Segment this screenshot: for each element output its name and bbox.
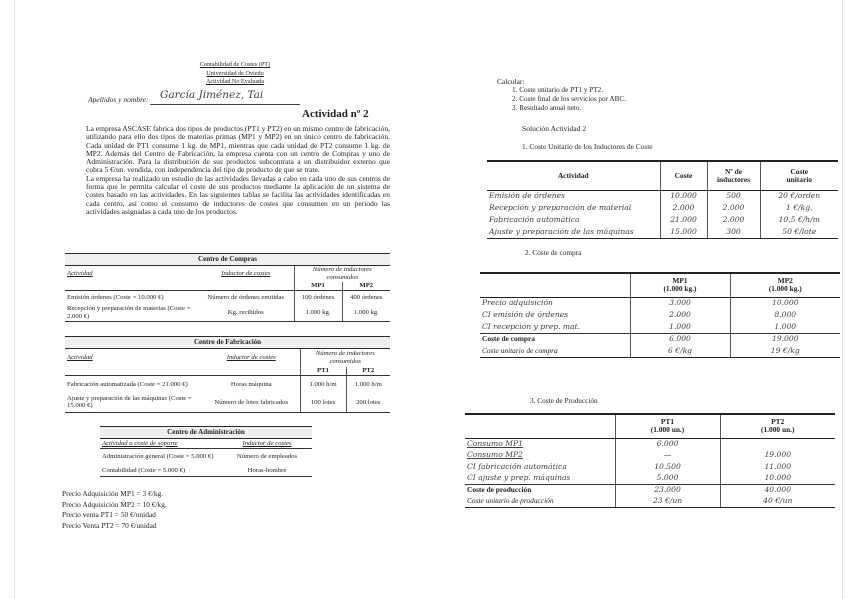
cell-value: 10.000 <box>720 473 835 485</box>
coste-produccion-table <box>465 413 835 508</box>
table-row <box>465 473 835 485</box>
table-title-row <box>65 254 390 266</box>
col-header-inductor: Inductor de costes <box>221 270 271 278</box>
table-row <box>465 484 835 496</box>
col-header-name: MP2 <box>777 276 793 286</box>
cell-value: 10.000 <box>730 297 840 309</box>
col-header-numero: Número de inductores consumidos <box>300 349 390 367</box>
section-heading: 2. Coste de compra <box>525 248 582 257</box>
cell-value: 19.000 <box>730 333 840 345</box>
table-row <box>480 309 840 321</box>
cell-inductor: Horas-hombre <box>222 465 312 477</box>
cell-num: 300 <box>707 226 760 238</box>
table-row <box>487 190 838 202</box>
cell-value: 3.000 <box>630 297 730 309</box>
table-title: Centro de Administración <box>100 427 312 439</box>
cell-actividad: Emisión órdenes (Coste = 10.000 €) <box>67 294 164 302</box>
col-header-pt2: PT2 <box>346 367 390 376</box>
cell-value: 200 lotes <box>346 393 390 413</box>
table-row <box>487 226 838 238</box>
table-row <box>65 393 390 413</box>
table-row <box>465 438 835 450</box>
table-row <box>65 376 390 393</box>
col-header-name: PT1 <box>660 417 675 427</box>
inductores-table <box>487 160 838 239</box>
cell-label: Coste de compra <box>482 334 535 344</box>
col-header-name: MP1 <box>672 276 688 286</box>
col-header-pt1: PT1 <box>300 367 346 376</box>
cell-value: 400 órdenes <box>342 291 390 305</box>
table-row <box>487 214 838 226</box>
activity-title: Actividad nº 2 <box>302 108 369 120</box>
table-row <box>480 333 840 345</box>
col-header-pt1 <box>615 414 720 438</box>
price-line: Precio Adquisición MP1 = 3 €/kg. <box>62 489 164 498</box>
cell-inductor: Número de empleados <box>236 453 298 461</box>
cell-actividad: Administración general (Coste = 5.000 €) <box>102 453 214 461</box>
cell-num: 500 <box>707 190 760 202</box>
calcular-list <box>512 86 626 113</box>
student-name: García Jiménez, Tai <box>160 89 264 101</box>
cell-value: 100 órdenes <box>294 291 342 305</box>
empty-cell <box>203 367 300 376</box>
cell-unit: 1 €/kg. <box>760 202 838 214</box>
table-title: Centro de Fabricación <box>65 337 390 349</box>
cell-value: 1.000 h/m <box>346 376 390 393</box>
cell-label: Coste unitario de compra <box>480 345 630 357</box>
cell-inductor: Kg. recibidos <box>198 305 294 322</box>
table-subheader-row <box>65 282 390 291</box>
cell-value: 11.000 <box>720 461 835 473</box>
cell-value: 10.500 <box>615 461 720 473</box>
solution-title: Solución Actividad 2 <box>522 124 587 133</box>
fabricacion-table <box>65 336 390 413</box>
cell-value <box>720 438 835 450</box>
col-header-quantity: (1.000 un.) <box>650 425 685 435</box>
calcular-label: Calcular: <box>497 77 525 86</box>
empty-cell <box>65 282 198 291</box>
price-line: Precio Venta PT2 = 70 €/unidad <box>62 520 157 530</box>
cell-coste: 10.000 <box>660 190 707 202</box>
statement-paragraph: La empresa ha realizado un estudio de las actividades llevadas a cabo en cada uno de sus centros de forma que le permita calcular el coste de sus productos mediante la aplicación de un sistema de costes basado en las actividades. En las siguientes tablas se facilita las actividades identificadas en cada centro, así como el consumo de inductores de costes que consumen en un periodo las actividades asignadas a cada uno de los productos. <box>86 173 390 216</box>
empty-cell <box>198 282 294 291</box>
table-row <box>465 496 835 508</box>
cell-value: 19 €/kg <box>730 345 840 357</box>
cell-unit: 10,5 €/h/m <box>760 214 838 226</box>
cell-inductor: Horas máquina <box>230 380 272 388</box>
table-header-row <box>465 414 835 438</box>
cell-value: 40 €/un <box>720 496 835 508</box>
table-header-row <box>65 349 390 367</box>
cell-label: CI ajuste y prep. máquinas <box>465 473 615 485</box>
page-edge-left <box>14 0 15 599</box>
col-header-inductor: Inductor de costes <box>222 439 312 449</box>
cell-value: 19.000 <box>720 450 835 462</box>
cell-actividad: Fabricación automática <box>489 215 580 224</box>
cell-value: 6.000 <box>630 333 730 345</box>
cell-value: 23.000 <box>615 484 720 496</box>
calcular-item: 2. Coste final de los servicios por ABC. <box>512 95 626 103</box>
cell-label: Consumo MP1 <box>467 439 523 448</box>
price-list <box>62 489 167 531</box>
cell-actividad: Emisión de órdenes <box>489 191 565 201</box>
col-header-pt2 <box>720 414 835 438</box>
col-header-numero: Número de inductores consumidos <box>294 266 390 282</box>
cell-label: Coste unitario de producción <box>465 496 615 508</box>
table-row <box>465 450 835 462</box>
table-header-row <box>65 266 390 282</box>
empty-cell <box>480 273 630 297</box>
course-header-line: Universidad de Oviedo <box>206 69 264 77</box>
cell-value: 1.000 <box>630 321 730 333</box>
col-header-mp2: MP2 <box>342 282 390 291</box>
coste-compra-table <box>480 272 840 358</box>
cell-actividad: Recepción y preparación de material <box>489 203 632 212</box>
cell-value: 6.000 <box>615 438 720 450</box>
cell-actividad: Ajuste y preparación de las máquinas (Coste = 15.000 €) <box>65 393 203 413</box>
statement-text <box>86 125 390 216</box>
cell-unit: 20 €/orden <box>760 190 838 202</box>
col-header-num-inductores: Nº de inductores <box>707 161 760 190</box>
cell-label: CI emisión de órdenes <box>482 310 569 319</box>
compras-table <box>65 253 390 322</box>
cell-actividad: Ajuste y preparación de las máquinas <box>487 226 660 238</box>
table-header-row <box>480 273 840 297</box>
cell-coste: 15.000 <box>660 226 707 238</box>
col-header-actividad: Actividad <box>487 161 660 190</box>
cell-label: CI recepción y prep. mat. <box>480 321 630 333</box>
table-title-row <box>65 337 390 349</box>
table-row <box>480 297 840 309</box>
col-header-inductor: Inductor de costes <box>226 354 276 362</box>
table-row <box>487 202 838 214</box>
table-row <box>480 345 840 357</box>
cell-coste: 21.000 <box>660 214 707 226</box>
cell-actividad: Recepción y preparación de materias (Coste = 2.000 €) <box>65 305 198 322</box>
table-title: Centro de Compras <box>65 254 390 266</box>
table-row <box>480 321 840 333</box>
col-header-mp1 <box>630 273 730 297</box>
cell-coste: 2.000 <box>660 202 707 214</box>
cell-label: CI fabricación automática <box>467 461 567 471</box>
cell-value: 1.000 h/m <box>300 376 346 393</box>
course-header-line: Contabilidad de Costes (PT) <box>199 61 271 68</box>
cell-inductor: Número de órdenes emitidas <box>207 294 285 302</box>
col-header-coste-unitario: Coste unitario <box>760 161 838 190</box>
cell-value: 5.000 <box>615 473 720 485</box>
calcular-item: 3. Resultado anual neto. <box>512 104 582 112</box>
col-header-actividad: Actividad <box>67 354 93 362</box>
cell-value: 1.000 kg. <box>294 305 342 322</box>
col-header-coste: Coste <box>660 161 707 190</box>
table-subheader-row <box>65 367 390 376</box>
cell-num: 2.000 <box>707 202 760 214</box>
cell-actividad: Contabilidad (Coste = 5.000 €) <box>100 465 222 477</box>
name-label: Apellidos y nombre: <box>88 95 149 104</box>
administracion-table <box>100 426 312 477</box>
cell-unit: 50 €/lote <box>760 226 838 238</box>
col-header-actividad: Actividad o coste de soporte <box>100 439 222 449</box>
cell-label: Coste de producción <box>467 485 532 494</box>
cell-inductor: Número de lotes fabricados <box>203 393 300 413</box>
cell-value: 6 €/kg <box>630 345 730 357</box>
col-header-actividad: Actividad <box>67 270 93 278</box>
table-title-row <box>100 427 312 439</box>
statement-paragraph: La empresa ASCASE fabrica dos tipos de productos (PT1 y PT2) en un mismo centro de fabricación, utilizando para ello dos tipos de materias primas (MP1 y MP2) en un único centro de fabricación. Cada unidad de PT1 consume 1 kg. de MP1, mientras que cada unidad de PT2 consume 1 kg. de MP2. Además del Centro de Fabricación, la empresa cuenta con un centro de Compras y uno de Administración. Para la distribución de sus productos subcontrata a un distribuidor externo que cobra 5 €/un. vendida, con independencia del tipo de producto de que se trate. <box>86 124 390 175</box>
cell-value: — <box>615 450 720 462</box>
table-row <box>100 465 312 477</box>
col-header-quantity: (1.000 kg.) <box>768 284 802 294</box>
table-header-row <box>487 161 838 190</box>
empty-cell <box>65 367 203 376</box>
col-header-quantity: (1.000 kg.) <box>663 284 697 294</box>
section-heading: 1. Coste Unitario de los Inductores de Coste <box>522 142 653 151</box>
empty-cell <box>465 414 615 438</box>
price-line: Precio venta PT1 = 50 €/unidad <box>62 510 156 519</box>
col-header-quantity: (1.000 un.) <box>761 425 795 435</box>
table-header-row <box>100 439 312 449</box>
table-row <box>465 461 835 473</box>
cell-value: 23 €/un <box>615 496 720 508</box>
price-line: Precio Adquisición MP2 = 10 €/kg. <box>62 499 167 509</box>
course-header-line: Actividad No Evaluada <box>205 78 265 86</box>
table-row <box>65 305 390 322</box>
col-header-name: PT2 <box>771 417 785 427</box>
course-header <box>160 61 310 87</box>
section-heading: 3. Coste de Producción <box>530 396 598 405</box>
calcular-item: 1. Coste unitario de PT1 y PT2. <box>512 86 604 94</box>
cell-value: 2.000 <box>630 309 730 321</box>
cell-value: 1.000 <box>730 321 840 333</box>
cell-num: 2.000 <box>707 214 760 226</box>
col-header-mp2 <box>730 273 840 297</box>
cell-label: Consumo MP2 <box>467 450 523 460</box>
table-row <box>65 291 390 305</box>
cell-value: 8.000 <box>730 309 840 321</box>
cell-value: 40.000 <box>720 484 835 496</box>
col-header-mp1: MP1 <box>294 282 342 291</box>
table-row <box>100 449 312 465</box>
name-underline <box>150 104 300 105</box>
cell-value: 1.000 kg. <box>342 305 390 322</box>
cell-value: 100 lotes <box>300 393 346 413</box>
cell-actividad: Fabricación automatizada (Coste = 21.000 €) <box>67 380 188 388</box>
cell-label: Precio adquisición <box>482 298 553 308</box>
page-edge-right <box>842 0 843 599</box>
